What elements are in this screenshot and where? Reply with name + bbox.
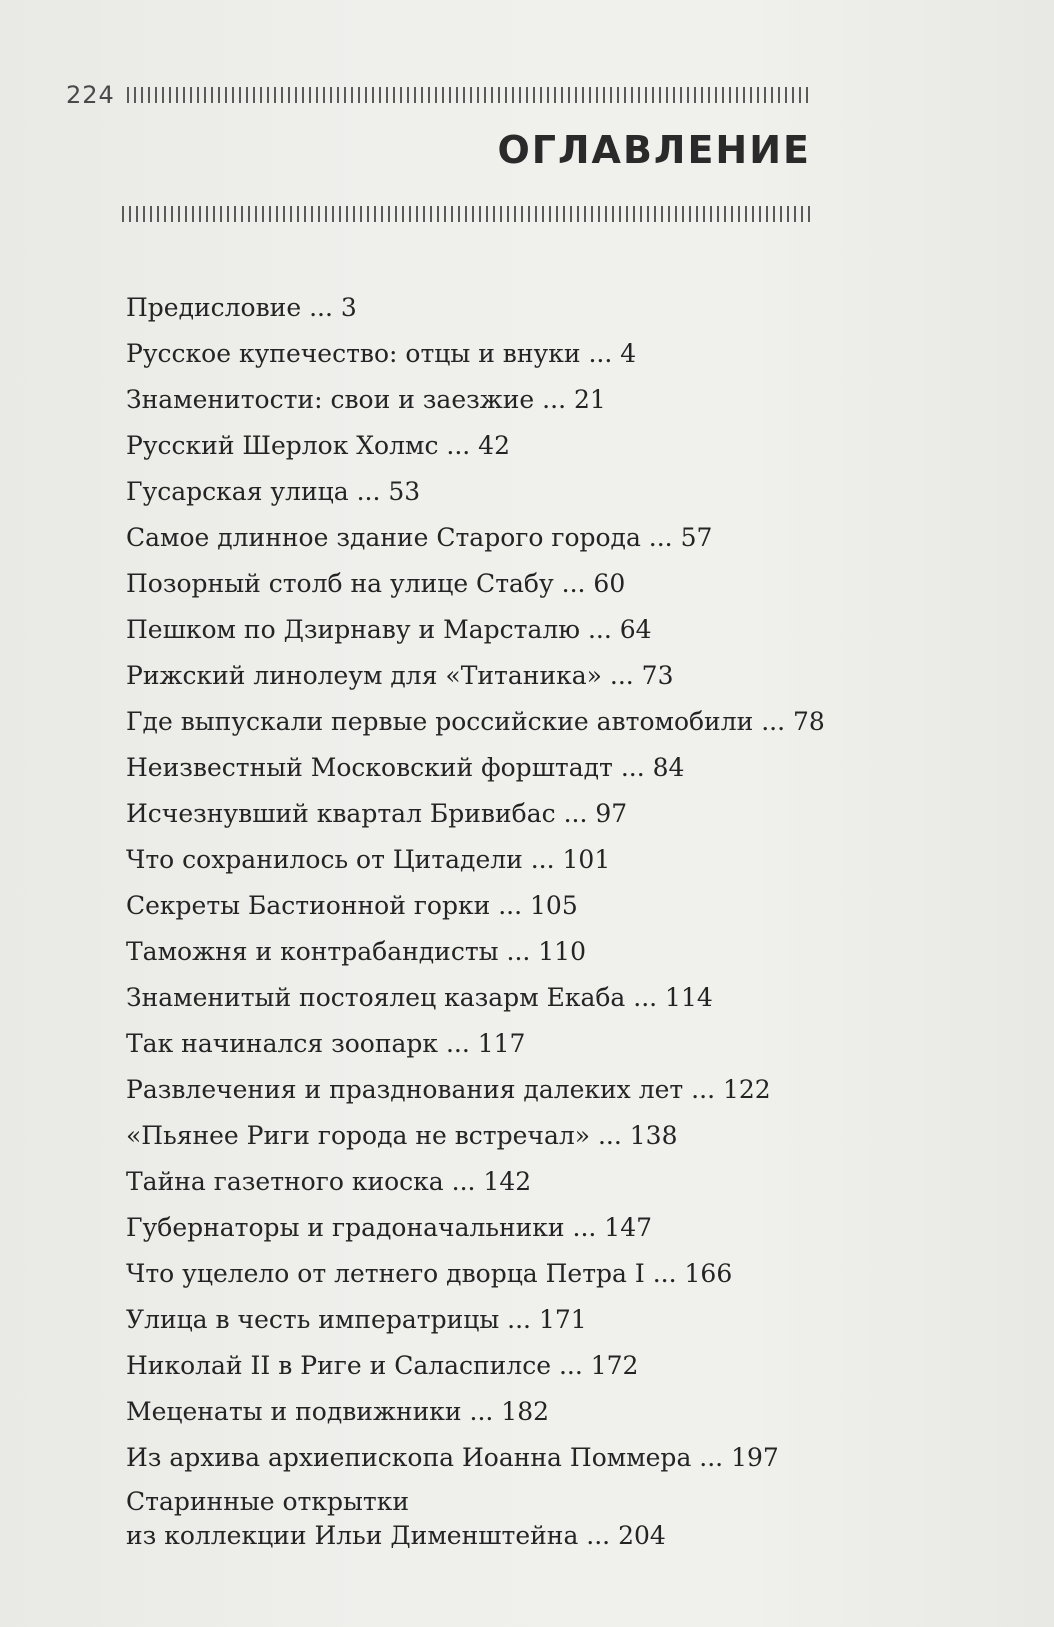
toc-entry: Рижский линолеум для «Титаника» ... 73	[126, 661, 674, 690]
page-header	[66, 78, 811, 112]
toc-entry: Николай II в Риге и Саласпилсе ... 172	[126, 1351, 639, 1380]
toc-entry: Что уцелело от летнего дворца Петра I ... 166	[126, 1259, 733, 1288]
toc-entry: Знаменитости: свои и заезжие ... 21	[126, 385, 606, 414]
toc-entry: Развлечения и празднования далеких лет ... 122	[126, 1075, 771, 1104]
toc-entry: Меценаты и подвижники ... 182	[126, 1397, 550, 1426]
toc-entry: Где выпускали первые российские автомобили ... 78	[126, 707, 825, 736]
decorative-tick-rule-top	[127, 87, 811, 103]
toc-entry: «Пьянее Риги города не встречал» ... 138	[126, 1121, 678, 1150]
toc-entry: Неизвестный Московский форштадт ... 84	[126, 753, 685, 782]
toc-entry-multiline	[126, 1481, 926, 1555]
toc-entry: Губернаторы и градоначальники ... 147	[126, 1213, 653, 1242]
toc-entry: Знаменитый постоялец казарм Екаба ... 114	[126, 983, 713, 1012]
toc-entry: Позорный столб на улице Стабу ... 60	[126, 569, 626, 598]
toc-entry: Русский Шерлок Холмс ... 42	[126, 431, 510, 460]
toc-entry: Улица в честь императрицы ... 171	[126, 1305, 587, 1334]
toc-entry: Таможня и контрабандисты ... 110	[126, 937, 586, 966]
toc-entry: Из архива архиепископа Иоанна Поммера ... 197	[126, 1443, 779, 1472]
toc-entry: Тайна газетного киоска ... 142	[126, 1167, 532, 1196]
toc-entry: Секреты Бастионной горки ... 105	[126, 891, 578, 920]
toc-entry: Что сохранилось от Цитадели ... 101	[126, 845, 611, 874]
toc-entry: Русское купечество: отцы и внуки ... 4	[126, 339, 637, 368]
toc-entry: Так начинался зоопарк ... 117	[126, 1029, 526, 1058]
toc-entry: Самое длинное здание Старого города ... 57	[126, 523, 713, 552]
toc-entry-line: Старинные открытки	[126, 1487, 410, 1516]
toc-entry: Исчезнувший квартал Бривибас ... 97	[126, 799, 628, 828]
toc-entry: Гусарская улица ... 53	[126, 477, 421, 506]
toc-entry: Пешком по Дзирнаву и Марсталю ... 64	[126, 615, 652, 644]
toc-entry: Предисловие ... 3	[126, 293, 357, 322]
decorative-tick-rule-bottom	[122, 206, 811, 222]
page-number: 224	[66, 81, 115, 109]
toc-entry-line: из коллекции Ильи Дименштейна ... 204	[126, 1521, 666, 1550]
table-of-contents	[126, 285, 926, 1555]
page-title: ОГЛАВЛЕНИЕ	[497, 128, 811, 172]
